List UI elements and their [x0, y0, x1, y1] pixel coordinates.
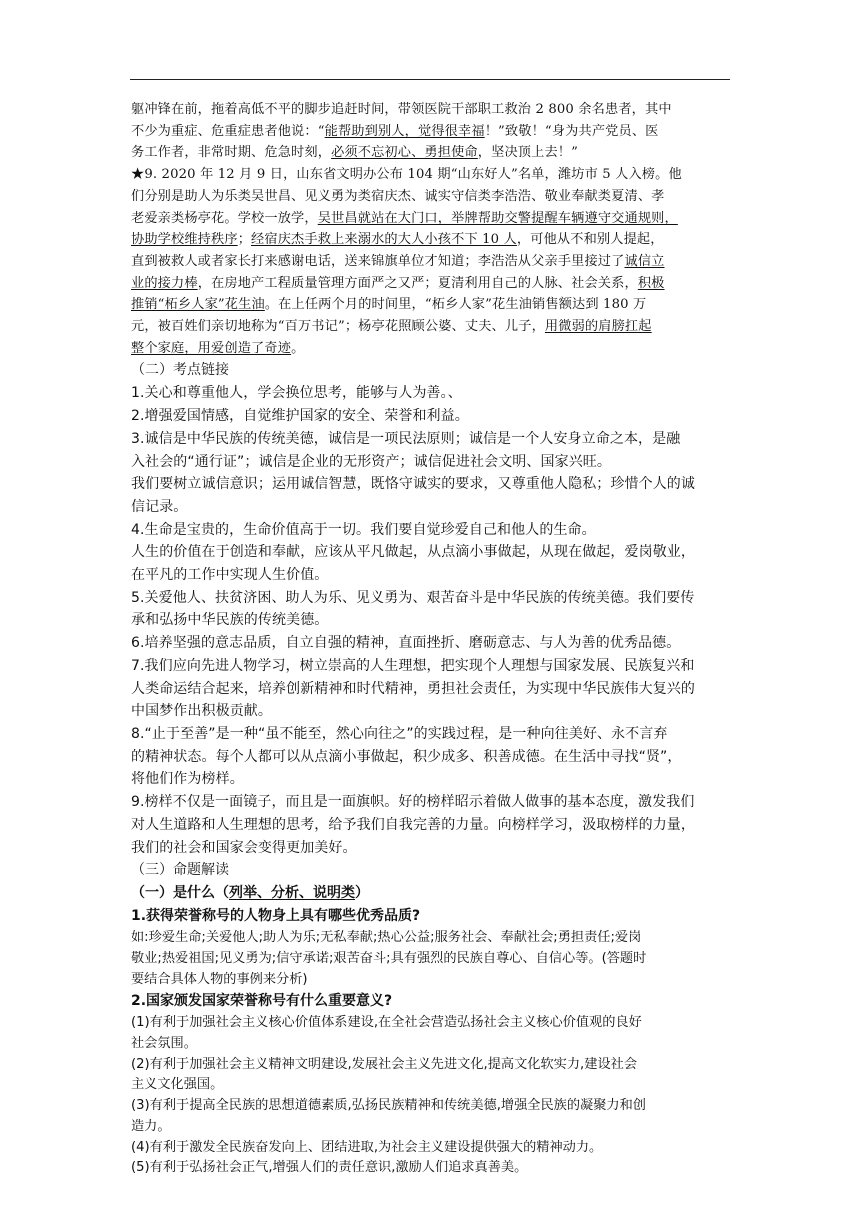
- answer-1: [131, 928, 731, 990]
- text-line: 直到被救人或者家长打来感谢电话，送来锦旗单位才知道；李浩浩从父亲手里接过了诚信立: [131, 253, 665, 269]
- text-line: 我们要树立诚信意识；运用诚信智慧，既恪守诚实的要求，又尊重他人隐私；珍惜个人的诚: [131, 476, 695, 493]
- text-line: 中国梦作出积极贡献。: [131, 703, 272, 720]
- text-line: 入社会的“通行证”；诚信是企业的无形资产；诚信促进社会文明、国家兴旺。: [131, 453, 612, 470]
- question-2: 2.国家颁发国家荣誉称号有什么重要意义?: [131, 993, 393, 1010]
- text-line: 5.关爱他人、扶贫济困、助人为乐、见义勇为、艰苦奋斗是中华民族的传统美德。我们要传: [131, 589, 695, 606]
- text-line: (3)有利于提高全民族的思想道德素质,弘扬民族精神和传统美德,增强全民族的凝聚力和创: [131, 1098, 646, 1114]
- underlined-phrase: 积极: [637, 275, 665, 291]
- text-line: 老爱亲类杨亭花。学校一放学，吴世昌就站在大门口，举牌帮助交警提醒车辆遵守交通规则，: [131, 210, 678, 226]
- question-1: 1.获得荣誉称号的人物身上具有哪些优秀品质?: [131, 908, 421, 925]
- text-line: 社会氛围。: [131, 1036, 197, 1052]
- text-line: 将他们作为榜样。: [131, 771, 244, 788]
- text-line: 对人生道路和人生理想的思考，给予我们自我完善的力量。向榜样学习，汲取榜样的力量，: [131, 816, 695, 833]
- text-line: 3.诚信是中华民族的传统美德，诚信是一项民法原则；诚信是一个人安身立命之本，是融: [131, 430, 681, 447]
- text-line: 造力。: [131, 1118, 171, 1134]
- underlined-phrase: 协助学校维持秩序: [131, 232, 238, 248]
- text-line: 躯冲锋在前，拖着高低不平的脚步追赶时间，带领医院干部职工救治 2 800 余名患者，其中: [131, 102, 672, 117]
- subsection-heading: （一）是什么（列举、分析、说明类）: [131, 885, 369, 902]
- item-9-paragraph: [131, 164, 731, 359]
- underlined-phrase: 列举、分析、说明类: [229, 885, 355, 902]
- text-line: 主义文化强国。: [131, 1077, 224, 1093]
- underlined-phrase: 经宿庆杰手救上来溺水的大人小孩不下 10 人: [251, 232, 517, 248]
- answer-2: [131, 1013, 731, 1179]
- text-line: 承和弘扬中华民族的传统美德。: [131, 612, 329, 629]
- text-line: 8.“止于至善”是一种“虽不能至，然心向往之”的实践过程，是一种向往美好、永不言弃: [131, 725, 668, 742]
- text-line: (2)有利于加强社会主义精神文明建设,发展社会主义先进文化,提高文化软实力,建设社会: [131, 1056, 638, 1072]
- text-line: 人生的价值在于创造和奉献，应该从平凡做起，从点滴小事做起，从现在做起，爱岗敬业，: [131, 544, 695, 561]
- underlined-phrase: 推销“柘乡人家”花生油: [131, 297, 265, 313]
- text-line: 要结合具体人物的事例来分析): [131, 971, 308, 987]
- document-page: [131, 99, 731, 1179]
- text-line: 6.培养坚强的意志品质，自立自强的精神，直面挫折、磨砺意志、与人为善的优秀品德。: [131, 635, 681, 652]
- underlined-phrase: 吴世昌就站在大门口，举牌帮助交警提醒车辆遵守交通规则，: [317, 210, 678, 226]
- text-line: 2.增强爱国情感，自觉维护国家的安全、荣誉和利益。: [131, 408, 469, 425]
- text-line: 信记录。: [131, 498, 188, 515]
- text-line: 敬业;热爱祖国;见义勇为;信守承诺;艰苦奋斗;具有强烈的民族自尊心、自信心等。(答题时: [131, 950, 647, 966]
- text-line: 1.关心和尊重他人，学会换位思考，能够与人为善。、: [131, 385, 462, 402]
- text-line: 务工作者，非常时期、危急时刻，必须不忘初心、勇担使命，坚决顶上去！”: [131, 145, 579, 161]
- underlined-phrase: 用微弱的肩膀扛起: [544, 319, 652, 335]
- underlined-phrase: 必须不忘初心、勇担使命: [331, 145, 478, 161]
- text-line: 我们的社会和国家会变得更加美好。: [131, 839, 357, 856]
- text-line: (4)有利于激发全民族奋发向上、团结进取,为社会主义建设提供强大的精神动力。: [131, 1139, 603, 1155]
- intro-paragraph: [131, 99, 731, 164]
- text-line: 们分别是助人为乐类吴世昌、见义勇为类宿庆杰、诚实守信类李浩浩、敬业奉献类夏清、孝: [131, 188, 665, 204]
- text-line: 人类命运结合起来，培养创新精神和时代精神，勇担社会责任，为实现中华民族伟大复兴的: [131, 680, 695, 697]
- text-line: 元，被百姓们亲切地称为“百万书记”；杨亭花照顾公婆、丈夫、儿子，用微弱的肩膀扛起: [131, 319, 652, 335]
- underlined-phrase: 诚信立: [624, 253, 665, 269]
- text-line: (5)有利于弘扬社会正气,增强人们的责任意识,激励人们追求真善美。: [131, 1160, 528, 1176]
- text-line: 在平凡的工作中实现人生价值。: [131, 567, 329, 584]
- header-rule: [130, 79, 730, 80]
- underlined-phrase: 业的接力棒: [131, 275, 198, 291]
- underlined-quote: 能帮助到别人，觉得很幸福: [324, 123, 485, 139]
- section-heading: （二）考点链接: [131, 362, 229, 379]
- key-points-list: [131, 382, 731, 859]
- text-line: 协助学校维持秩序；经宿庆杰手救上来溺水的大人小孩不下 10 人，可他从不和别人提起，: [131, 232, 664, 248]
- underlined-phrase: 整个家庭，用爱创造了奇迹: [131, 340, 292, 356]
- text-line: 业的接力棒，在房地产工程质量管理方面严之又严；夏清利用自己的人脉、社会关系，积极: [131, 275, 665, 291]
- text-line: (1)有利于加强社会主义核心价值体系建设,在全社会营造弘扬社会主义核心价值观的良好: [131, 1015, 642, 1031]
- text-line: ★9. 2020 年 12 月 9 日，山东省文明办公布 104 期“山东好人”名单，潍坊市 5 人入榜。他: [131, 167, 682, 183]
- text-line: 7.我们应向先进人物学习，树立崇高的人生理想，把实现个人理想与国家发展、民族复兴和: [131, 657, 695, 674]
- text-line: 整个家庭，用爱创造了奇迹。: [131, 340, 305, 356]
- text-line: 不少为重症、危重症患者他说：“能帮助到别人，觉得很幸福！”致敬！“身为共产党员、医: [131, 123, 659, 139]
- text-line: 推销“柘乡人家”花生油。在上任两个月的时间里，“柘乡人家”花生油销售额达到 180 万: [131, 297, 647, 313]
- section-heading: （三）命题解读: [131, 862, 229, 879]
- text-line: 9.榜样不仅是一面镜子，而且是一面旗帜。好的榜样昭示着做人做事的基本态度，激发我们: [131, 794, 695, 811]
- text-line: 如:珍爱生命;关爱他人;助人为乐;无私奉献;热心公益;服务社会、奉献社会;勇担责任;爱岗: [131, 930, 642, 946]
- text-line: 的精神状态。每个人都可以从点滴小事做起，积少成多、积善成德。在生活中寻找“贤”，: [131, 748, 682, 765]
- text-line: 4.生命是宝贵的，生命价值高于一切。我们要自觉珍爱自己和他人的生命。: [131, 521, 596, 538]
